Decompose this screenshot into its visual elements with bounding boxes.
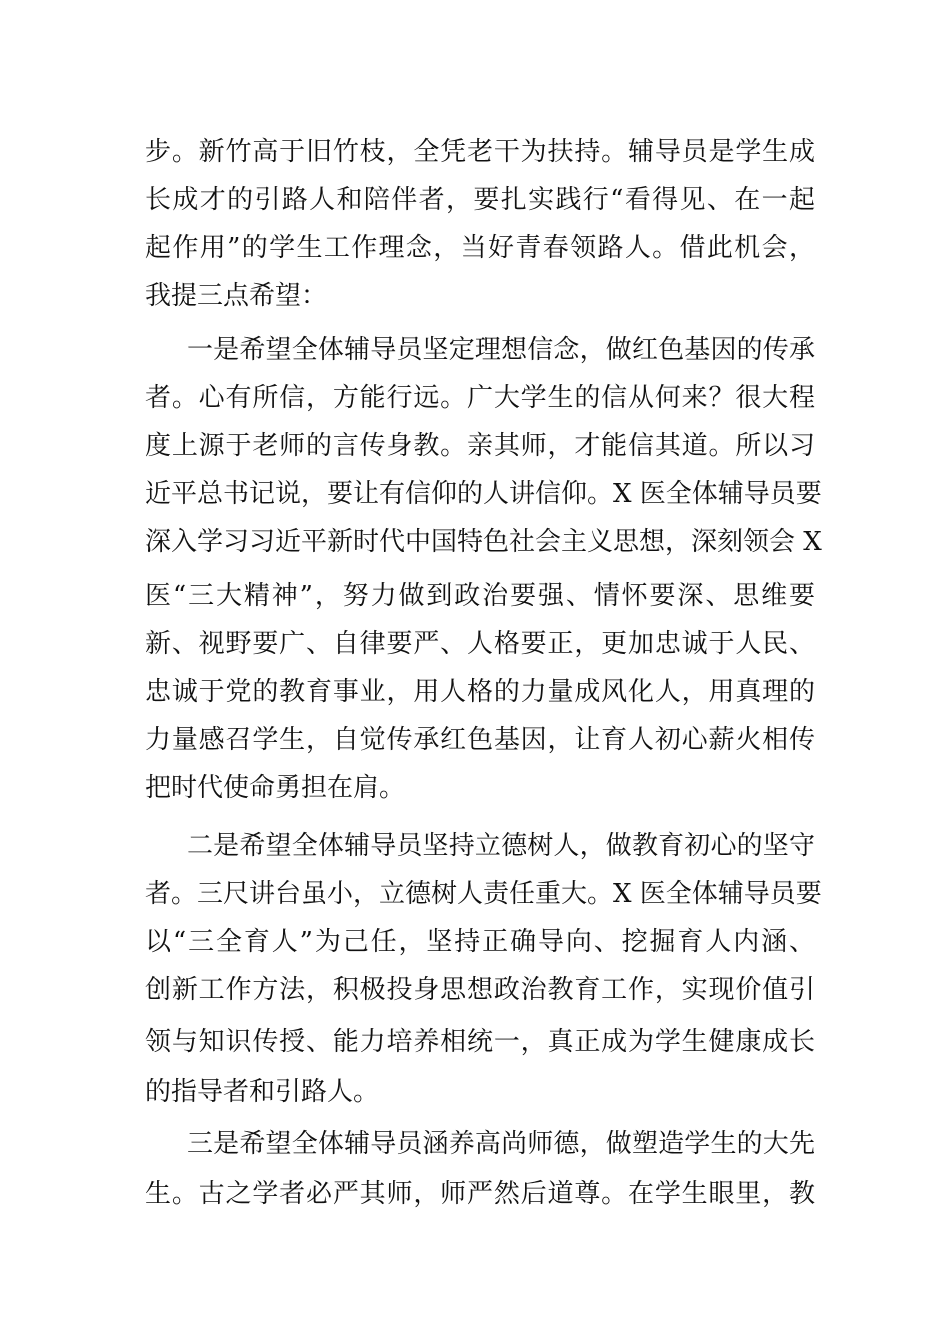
text-line: 新、视野要广、自律要严、人格要正，更加忠诚于人民、 — [145, 629, 815, 659]
text-line: 把时代使命勇担在肩。 — [145, 773, 406, 803]
text-line: 起作用”的学生工作理念，当好青春领路人。借此机会， — [145, 233, 815, 263]
text-line: 医“三大精神”，努力做到政治要强、情怀要深、思维要 — [145, 581, 815, 611]
text-line: 长成才的引路人和陪伴者，要扎实践行“看得见、在一起 — [145, 185, 815, 215]
text-line: 步。新竹高于旧竹枝，全凭老干为扶持。辅导员是学生成 — [145, 137, 815, 167]
paragraph-first-line: 一是希望全体辅导员坚定理想信念，做红色基因的传承 — [187, 335, 815, 365]
text-line: 生。古之学者必严其师，师严然后道尊。在学生眼里，教 — [145, 1179, 815, 1209]
text-line: 忠诚于党的教育事业，用人格的力量成风化人，用真理的 — [145, 677, 815, 707]
paragraph-first-line: 三是希望全体辅导员涵养高尚师德，做塑造学生的大先 — [187, 1129, 815, 1159]
text-line: 创新工作方法，积极投身思想政治教育工作，实现价值引 — [145, 975, 815, 1005]
text-line: 的指导者和引路人。 — [145, 1077, 380, 1107]
text-line: 领与知识传授、能力培养相统一，真正成为学生健康成长 — [145, 1027, 815, 1057]
text-line: 力量感召学生，自觉传承红色基因，让育人初心薪火相传 — [145, 725, 815, 755]
text-line: 我提三点希望： — [145, 281, 328, 311]
text-line: 者。三尺讲台虽小，立德树人责任重大。X 医全体辅导员要 — [145, 879, 822, 909]
text-line: 者。心有所信，方能行远。广大学生的信从何来？很大程 — [145, 383, 815, 413]
text-line: 近平总书记说，要让有信仰的人讲信仰。X 医全体辅导员要 — [145, 479, 822, 509]
text-line: 以“三全育人”为己任，坚持正确导向、挖掘育人内涵、 — [145, 927, 815, 957]
text-line: 深入学习习近平新时代中国特色社会主义思想，深刻领会 X — [145, 527, 822, 557]
text-line: 度上源于老师的言传身教。亲其师，才能信其道。所以习 — [145, 431, 815, 461]
paragraph-first-line: 二是希望全体辅导员坚持立德树人，做教育初心的坚守 — [187, 831, 815, 861]
